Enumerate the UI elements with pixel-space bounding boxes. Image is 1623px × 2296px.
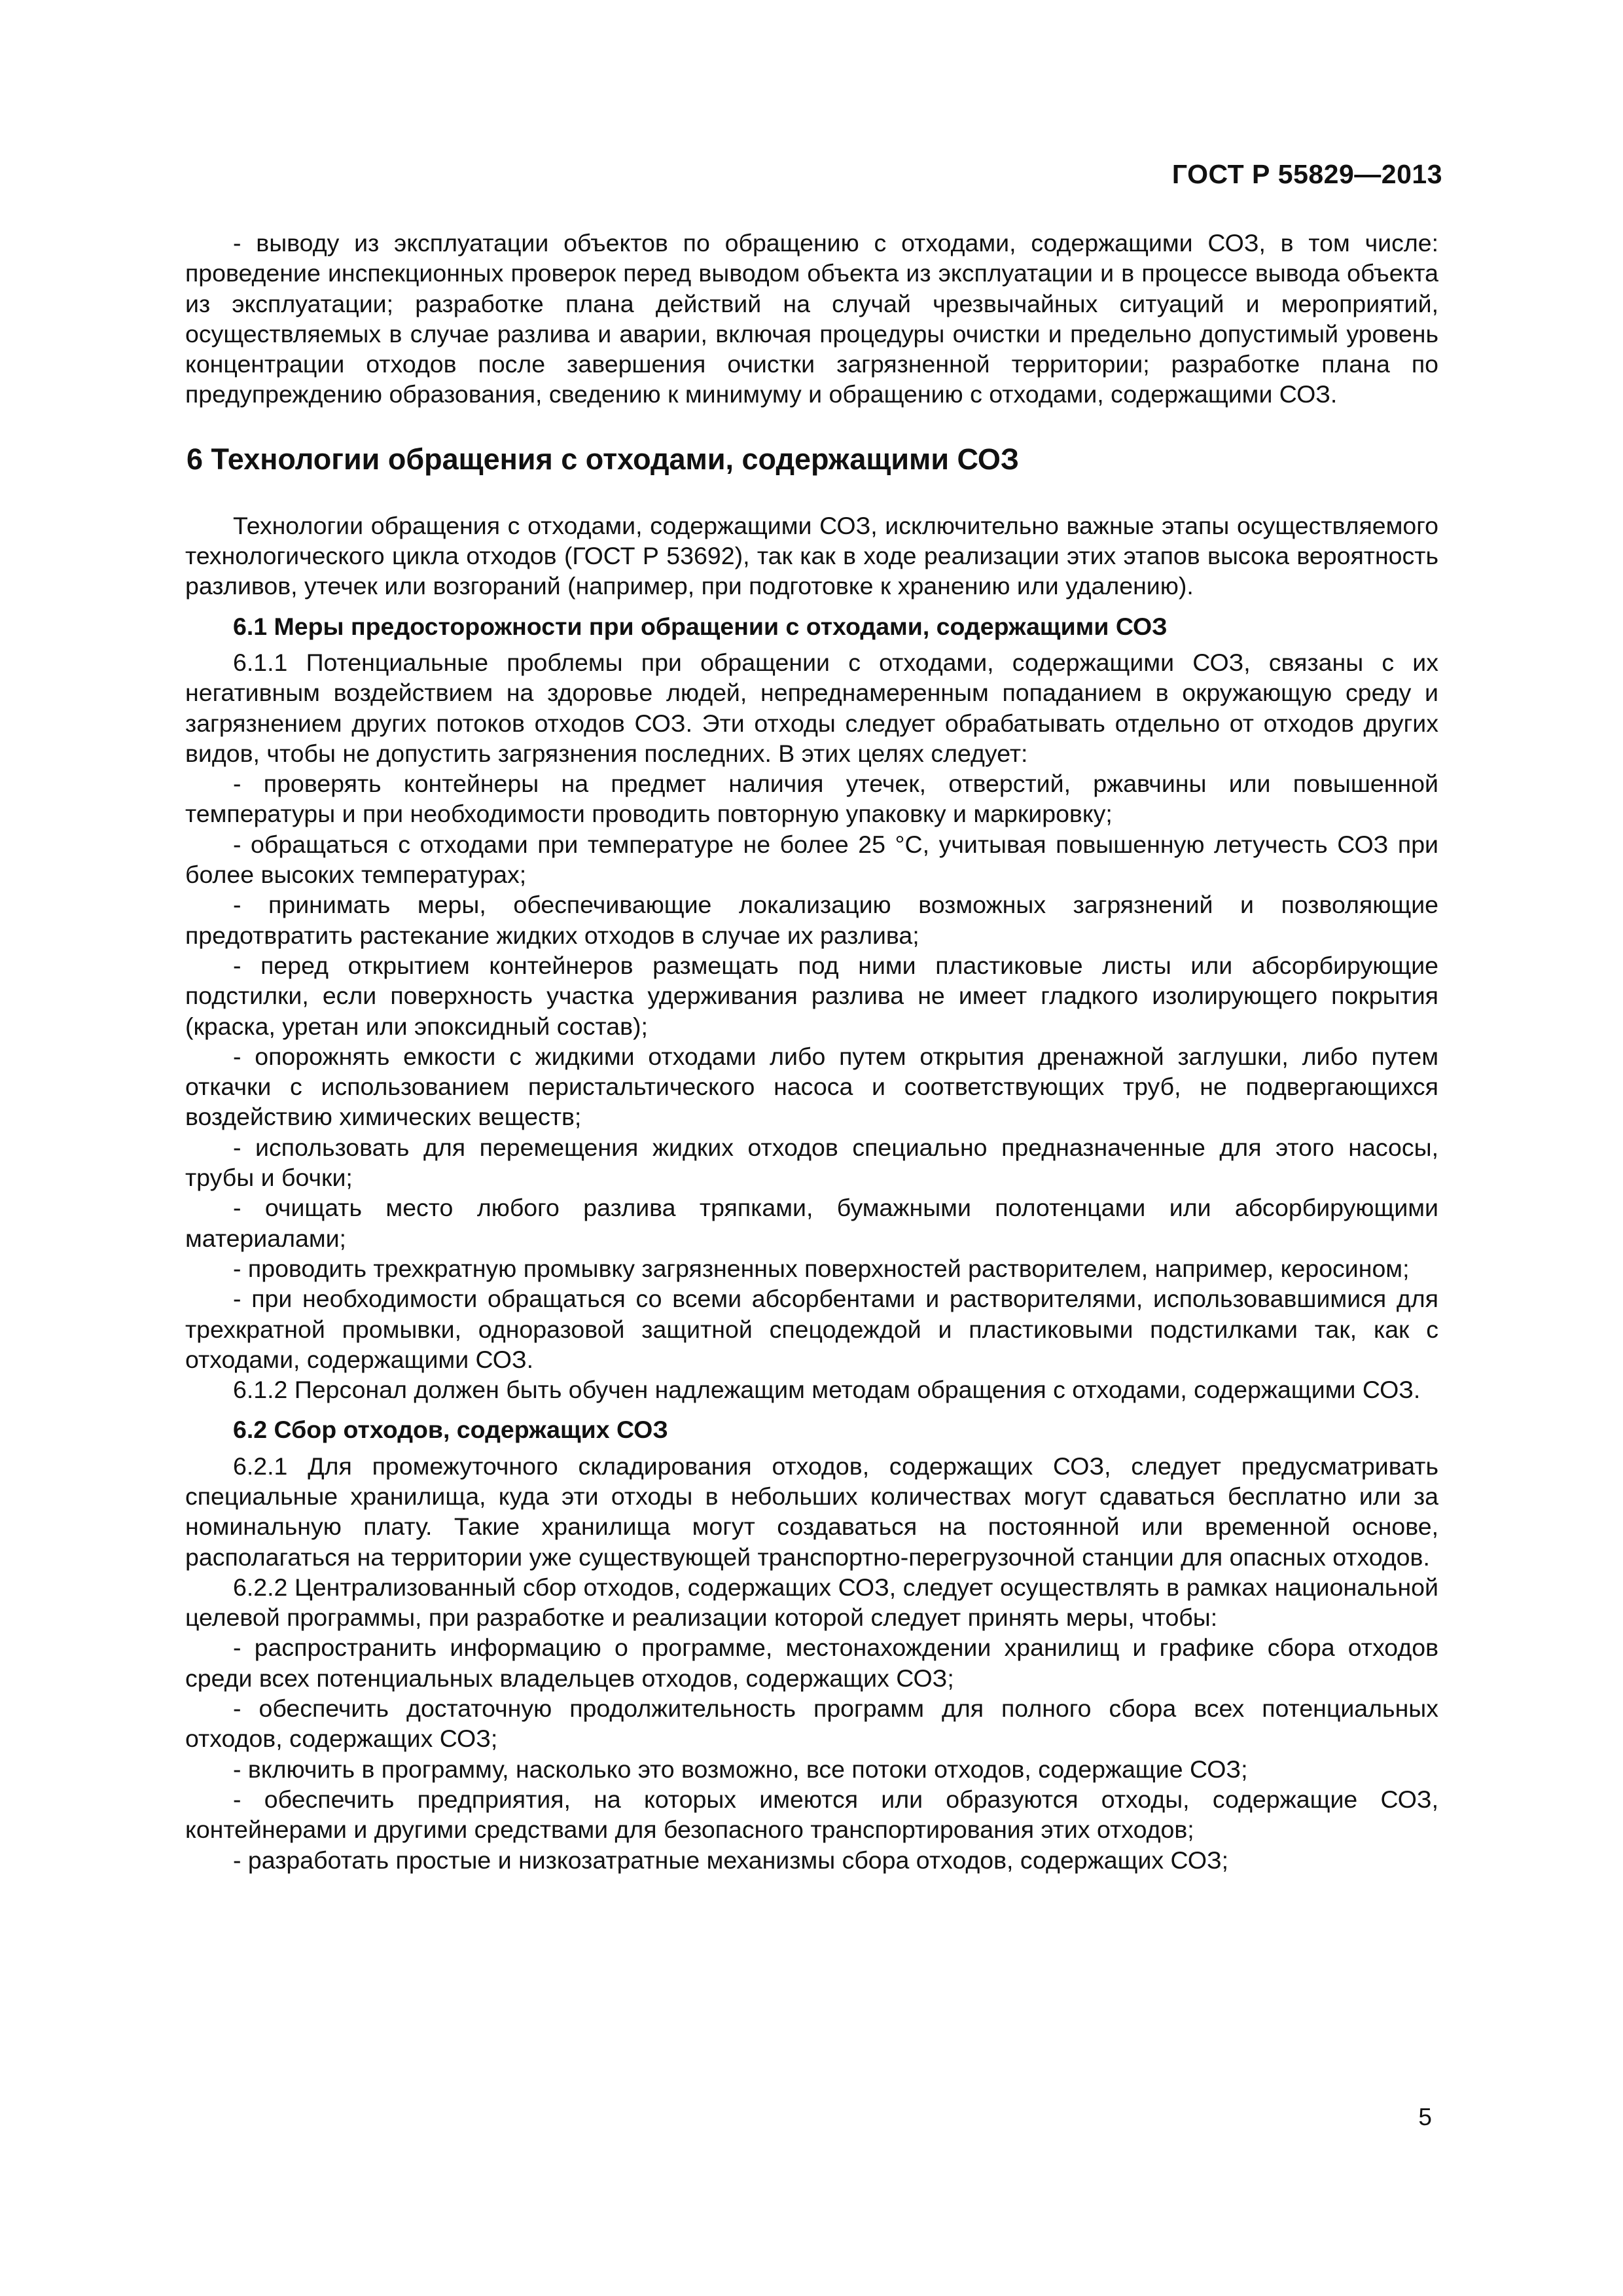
document-code: ГОСТ Р 55829—2013 <box>1171 159 1442 189</box>
page-content <box>185 228 1438 1875</box>
list-item: - перед открытием контейнеров размещать под ними пластиковые листы или абсорбирующие подстилки, если поверхность участка удерживания разлива не имеет гладкого изолирующего покрытия (краска, уретан или эпоксидный состав); <box>185 951 1438 1040</box>
list-item: - проводить трехкратную промывку загрязненных поверхностей растворителем, например, керосином; <box>233 1254 1410 1282</box>
list-item: - очищать место любого разлива тряпками, бумажными полотенцами или абсорбирующими материалами; <box>185 1194 1438 1252</box>
list-item: - обеспечить предприятия, на которых имеются или образуются отходы, содержащие СОЗ, контейнерами и другими средствами для безопасного транспортирования этих отходов; <box>185 1785 1438 1844</box>
clause-6-1-1: 6.1.1 Потенциальные проблемы при обращении с отходами, содержащими СОЗ, связаны с их негативным воздействием на здоровье людей, непреднамеренным попаданием в окружающую среду и загрязнением других потоков отходов СОЗ. Эти отходы следует обрабатывать отдельно от отходов других видов, чтобы не допустить загрязнения последних. В этих целях следует: <box>185 648 1438 767</box>
section-6-intro: Технологии обращения с отходами, содержащими СОЗ, исключительно важные этапы осуществляемого технологического цикла отходов (ГОСТ Р 53692), так как в ходе реализации этих этапов высока вероятность разливов, утечек или возгораний (например, при подготовке к хранению или удалению). <box>185 511 1438 600</box>
list-item: - разработать простые и низкозатратные механизмы сбора отходов, содержащих СОЗ; <box>233 1846 1229 1874</box>
list-item: - принимать меры, обеспечивающие локализацию возможных загрязнений и позволяющие предотвратить растекание жидких отходов в случае их разлива; <box>185 891 1438 949</box>
section-6-1-title: 6.1 Меры предосторожности при обращении с отходами, содержащими СОЗ <box>233 612 1168 640</box>
section-6-title: 6 Технологии обращения с отходами, содержащими СОЗ <box>187 442 1020 476</box>
list-item: - включить в программу, насколько это возможно, все потоки отходов, содержащие СОЗ; <box>233 1755 1248 1783</box>
list-item: - при необходимости обращаться со всеми абсорбентами и растворителями, использовавшимися для трехкратной промывки, одноразовой защитной спецодеждой и пластиковыми подстилками так, как с отходами, содержащими СОЗ. <box>185 1285 1438 1373</box>
clause-6-1-2: 6.1.2 Персонал должен быть обучен надлежащим методам обращения с отходами, содержащими СОЗ. <box>233 1376 1421 1404</box>
clause-6-2-2: 6.2.2 Централизованный сбор отходов, содержащих СОЗ, следует осуществлять в рамках национальной целевой программы, при разработке и реализации которой следует принять меры, чтобы: <box>185 1573 1438 1632</box>
page-number: 5 <box>1418 2104 1432 2130</box>
section-6-2-title: 6.2 Сбор отходов, содержащих СОЗ <box>233 1416 668 1444</box>
list-item: - обращаться с отходами при температуре не более 25 °С, учитывая повышенную летучесть СОЗ при более высоких температурах; <box>185 830 1438 889</box>
list-item: - распространить информацию о программе, местонахождении хранилищ и графике сбора отходов среди всех потенциальных владельцев отходов, содержащих СОЗ; <box>185 1634 1438 1692</box>
list-item: - использовать для перемещения жидких отходов специально предназначенные для этого насосы, трубы и бочки; <box>185 1133 1438 1192</box>
intro-paragraph: - выводу из эксплуатации объектов по обращению с отходами, содержащими СОЗ, в том числе: проведение инспекционных проверок перед выводом объекта из эксплуатации и в процессе вывода объекта из эксплуатации; разработке плана действий на случай чрезвычайных ситуаций и мероприятий, осуществляемых в случае разлива и аварии, включая процедуры очистки и предельно допустимый уровень концентрации отходов после завершения очистки загрязненной территории; разработке плана по предупреждению образования, сведению к минимуму и обращению с отходами, содержащими СОЗ. <box>185 229 1438 408</box>
clause-6-2-1: 6.2.1 Для промежуточного складирования отходов, содержащих СОЗ, следует предусматривать специальные хранилища, куда эти отходы в небольших количествах могут сдаваться бесплатно или за номинальную плату. Такие хранилища могут создаваться на постоянной или временной основе, располагаться на территории уже существующей транспортно-перегрузочной станции для опасных отходов. <box>185 1452 1438 1571</box>
list-item: - опорожнять емкости с жидкими отходами либо путем открытия дренажной заглушки, либо путем откачки с использованием перистальтического насоса и соответствующих труб, не подвергающихся воздействию химических веществ; <box>185 1042 1438 1131</box>
list-item: - проверять контейнеры на предмет наличия утечек, отверстий, ржавчины или повышенной температуры и при необходимости проводить повторную упаковку и маркировку; <box>185 770 1438 828</box>
list-item: - обеспечить достаточную продолжительность программ для полного сбора всех потенциальных отходов, содержащих СОЗ; <box>185 1695 1438 1753</box>
